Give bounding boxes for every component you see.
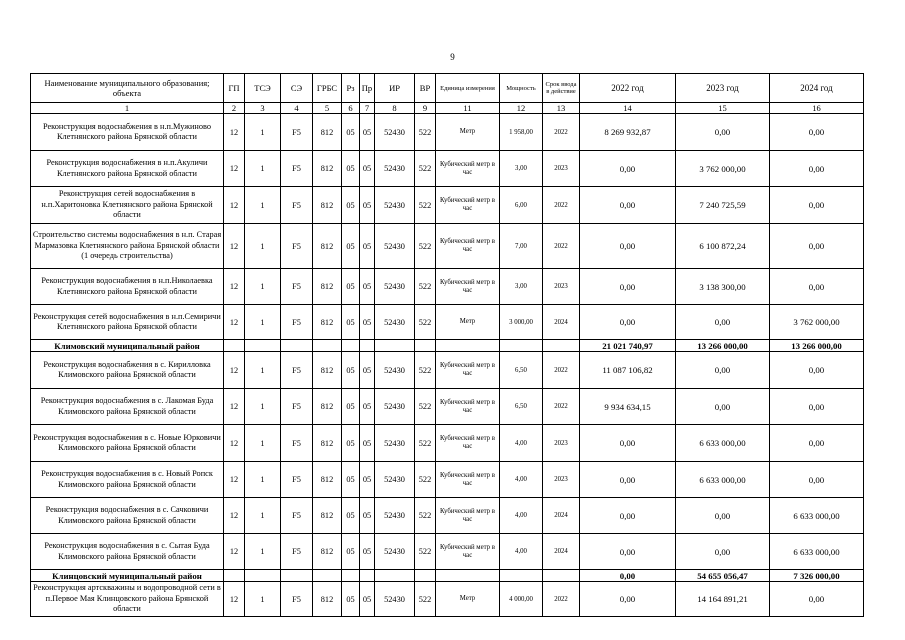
object-name: Реконструкция водоснабжения в с. Новые Юрковичи Климовского района Брянской области xyxy=(31,425,224,462)
page-number: 9 xyxy=(450,52,455,62)
ir-cell: 52430 xyxy=(375,114,415,151)
term-cell: 2023 xyxy=(543,462,580,498)
empty-cell xyxy=(245,340,281,352)
pr-cell: 05 xyxy=(360,534,375,570)
amount-2023: 3 138 300,00 xyxy=(676,269,770,305)
amount-2022: 0,00 xyxy=(580,187,676,224)
empty-cell xyxy=(224,570,245,582)
table-row xyxy=(31,389,864,425)
vr-cell: 522 xyxy=(415,187,436,224)
empty-cell xyxy=(313,340,342,352)
rz-cell: 05 xyxy=(342,389,360,425)
amount-2023: 0,00 xyxy=(676,305,770,340)
col-number: 9 xyxy=(415,103,436,114)
gp-cell: 12 xyxy=(224,114,245,151)
amount-2022: 0,00 xyxy=(580,498,676,534)
rz-cell: 05 xyxy=(342,151,360,187)
amount-2023: 6 633 000,00 xyxy=(676,425,770,462)
object-name: Реконструкция водоснабжения в с. Новый Ропск Климовского района Брянской области xyxy=(31,462,224,498)
tse-cell: 1 xyxy=(245,534,281,570)
header-se: СЭ xyxy=(281,74,313,103)
pr-cell: 05 xyxy=(360,352,375,389)
empty-cell xyxy=(415,340,436,352)
capacity-cell: 3 000,00 xyxy=(500,305,543,340)
se-cell: F5 xyxy=(281,498,313,534)
grbs-cell: 812 xyxy=(313,305,342,340)
capacity-cell: 3,00 xyxy=(500,151,543,187)
empty-cell xyxy=(281,340,313,352)
capacity-cell: 4,00 xyxy=(500,425,543,462)
amount-2022: 0,00 xyxy=(580,224,676,269)
table-row xyxy=(31,534,864,570)
ir-cell: 52430 xyxy=(375,352,415,389)
vr-cell: 522 xyxy=(415,534,436,570)
tse-cell: 1 xyxy=(245,224,281,269)
amount-2022: 0,00 xyxy=(580,151,676,187)
se-cell: F5 xyxy=(281,425,313,462)
unit-cell: Кубический метр в час xyxy=(436,462,500,498)
grbs-cell: 812 xyxy=(313,534,342,570)
se-cell: F5 xyxy=(281,187,313,224)
table-row xyxy=(31,305,864,340)
rz-cell: 05 xyxy=(342,582,360,617)
col-number: 11 xyxy=(436,103,500,114)
grbs-cell: 812 xyxy=(313,269,342,305)
district-total-row xyxy=(31,570,864,582)
empty-cell xyxy=(360,570,375,582)
gp-cell: 12 xyxy=(224,534,245,570)
object-name: Реконструкция водоснабжения в с. Лакомая Буда Климовского района Брянской области xyxy=(31,389,224,425)
rz-cell: 05 xyxy=(342,224,360,269)
amount-2024: 0,00 xyxy=(770,462,864,498)
header-rz: Рз xyxy=(342,74,360,103)
gp-cell: 12 xyxy=(224,425,245,462)
pr-cell: 05 xyxy=(360,498,375,534)
capacity-cell: 6,50 xyxy=(500,352,543,389)
col-number: 3 xyxy=(245,103,281,114)
ir-cell: 52430 xyxy=(375,462,415,498)
tse-cell: 1 xyxy=(245,187,281,224)
ir-cell: 52430 xyxy=(375,305,415,340)
gp-cell: 12 xyxy=(224,498,245,534)
capacity-cell: 6,50 xyxy=(500,389,543,425)
unit-cell: Метр xyxy=(436,582,500,617)
amount-2023: 6 633 000,00 xyxy=(676,462,770,498)
amount-2024: 0,00 xyxy=(770,582,864,617)
ir-cell: 52430 xyxy=(375,224,415,269)
unit-cell: Кубический метр в час xyxy=(436,151,500,187)
term-cell: 2024 xyxy=(543,498,580,534)
table-row xyxy=(31,352,864,389)
gp-cell: 12 xyxy=(224,582,245,617)
tse-cell: 1 xyxy=(245,269,281,305)
vr-cell: 522 xyxy=(415,224,436,269)
ir-cell: 52430 xyxy=(375,187,415,224)
table-row xyxy=(31,151,864,187)
unit-cell: Кубический метр в час xyxy=(436,534,500,570)
amount-2024: 0,00 xyxy=(770,151,864,187)
tse-cell: 1 xyxy=(245,151,281,187)
grbs-cell: 812 xyxy=(313,151,342,187)
empty-cell xyxy=(313,570,342,582)
amount-2023: 3 762 000,00 xyxy=(676,151,770,187)
object-name: Реконструкция водоснабжения в н.п.Николаевка Клетнянского района Брянской области xyxy=(31,269,224,305)
pr-cell: 05 xyxy=(360,305,375,340)
col-number: 4 xyxy=(281,103,313,114)
term-cell: 2022 xyxy=(543,352,580,389)
capacity-cell: 4,00 xyxy=(500,498,543,534)
col-number: 12 xyxy=(500,103,543,114)
se-cell: F5 xyxy=(281,352,313,389)
rz-cell: 05 xyxy=(342,462,360,498)
se-cell: F5 xyxy=(281,582,313,617)
unit-cell: Кубический метр в час xyxy=(436,498,500,534)
empty-cell xyxy=(436,340,500,352)
ir-cell: 52430 xyxy=(375,498,415,534)
object-name: Строительство системы водоснабжения в н.п. Старая Мармазовка Клетнянского района Брянской области (1 очередь строительства) xyxy=(31,224,224,269)
vr-cell: 522 xyxy=(415,352,436,389)
term-cell: 2022 xyxy=(543,389,580,425)
column-number-row xyxy=(31,103,864,114)
vr-cell: 522 xyxy=(415,114,436,151)
se-cell: F5 xyxy=(281,269,313,305)
object-name: Реконструкция водоснабжения в н.п.Акуличи Клетнянского района Брянской области xyxy=(31,151,224,187)
amount-2024: 6 633 000,00 xyxy=(770,498,864,534)
capacity-cell: 7,00 xyxy=(500,224,543,269)
table-row xyxy=(31,224,864,269)
empty-cell xyxy=(281,570,313,582)
budget-table xyxy=(30,73,864,617)
grbs-cell: 812 xyxy=(313,187,342,224)
term-cell: 2022 xyxy=(543,187,580,224)
table-row xyxy=(31,462,864,498)
capacity-cell: 4 000,00 xyxy=(500,582,543,617)
capacity-cell: 4,00 xyxy=(500,462,543,498)
ir-cell: 52430 xyxy=(375,582,415,617)
rz-cell: 05 xyxy=(342,305,360,340)
gp-cell: 12 xyxy=(224,352,245,389)
object-name: Реконструкция водоснабжения в с. Сачковичи Климовского района Брянской области xyxy=(31,498,224,534)
gp-cell: 12 xyxy=(224,151,245,187)
vr-cell: 522 xyxy=(415,498,436,534)
tse-cell: 1 xyxy=(245,582,281,617)
amount-2024: 0,00 xyxy=(770,352,864,389)
col-number: 7 xyxy=(360,103,375,114)
amount-2023: 0,00 xyxy=(676,498,770,534)
grbs-cell: 812 xyxy=(313,389,342,425)
amount-2024: 0,00 xyxy=(770,187,864,224)
pr-cell: 05 xyxy=(360,151,375,187)
empty-cell xyxy=(342,570,360,582)
col-number: 15 xyxy=(676,103,770,114)
pr-cell: 05 xyxy=(360,269,375,305)
amount-2024: 0,00 xyxy=(770,114,864,151)
vr-cell: 522 xyxy=(415,389,436,425)
ir-cell: 52430 xyxy=(375,534,415,570)
empty-cell xyxy=(342,340,360,352)
amount-2023: 0,00 xyxy=(676,389,770,425)
amount-2022: 0,00 xyxy=(580,570,676,582)
amount-2023: 54 655 056,47 xyxy=(676,570,770,582)
tse-cell: 1 xyxy=(245,462,281,498)
col-number: 16 xyxy=(770,103,864,114)
table-row xyxy=(31,498,864,534)
header-capacity: Мощность xyxy=(500,74,543,103)
rz-cell: 05 xyxy=(342,425,360,462)
empty-cell xyxy=(436,570,500,582)
tse-cell: 1 xyxy=(245,425,281,462)
table-row xyxy=(31,269,864,305)
gp-cell: 12 xyxy=(224,187,245,224)
tse-cell: 1 xyxy=(245,305,281,340)
amount-2023: 13 266 000,00 xyxy=(676,340,770,352)
gp-cell: 12 xyxy=(224,224,245,269)
object-name: Реконструкция сетей водоснабжения в н.п.Семиричи Клетнянского района Брянской области xyxy=(31,305,224,340)
amount-2023: 6 100 872,24 xyxy=(676,224,770,269)
header-term: Срок ввода в действие xyxy=(543,74,580,103)
unit-cell: Кубический метр в час xyxy=(436,269,500,305)
grbs-cell: 812 xyxy=(313,498,342,534)
col-number: 1 xyxy=(31,103,224,114)
amount-2022: 0,00 xyxy=(580,534,676,570)
object-name: Реконструкция водоснабжения в н.п.Мужиново Клетнянского района Брянской области xyxy=(31,114,224,151)
tse-cell: 1 xyxy=(245,352,281,389)
header-2022: 2022 год xyxy=(580,74,676,103)
object-name: Реконструкция сетей водоснабжения в н.п.Харитоновка Клетнянского района Брянской области xyxy=(31,187,224,224)
header-gp: ГП xyxy=(224,74,245,103)
vr-cell: 522 xyxy=(415,151,436,187)
object-name: Реконструкция артскважины и водопроводной сети в п.Первое Мая Клинцовского района Брянской области xyxy=(31,582,224,617)
term-cell: 2024 xyxy=(543,305,580,340)
grbs-cell: 812 xyxy=(313,582,342,617)
rz-cell: 05 xyxy=(342,352,360,389)
term-cell: 2023 xyxy=(543,425,580,462)
se-cell: F5 xyxy=(281,305,313,340)
term-cell: 2022 xyxy=(543,582,580,617)
amount-2024: 0,00 xyxy=(770,224,864,269)
capacity-cell: 3,00 xyxy=(500,269,543,305)
vr-cell: 522 xyxy=(415,269,436,305)
empty-cell xyxy=(415,570,436,582)
pr-cell: 05 xyxy=(360,187,375,224)
ir-cell: 52430 xyxy=(375,269,415,305)
district-total-row xyxy=(31,340,864,352)
rz-cell: 05 xyxy=(342,498,360,534)
ir-cell: 52430 xyxy=(375,425,415,462)
amount-2022: 0,00 xyxy=(580,582,676,617)
col-number: 14 xyxy=(580,103,676,114)
gp-cell: 12 xyxy=(224,462,245,498)
empty-cell xyxy=(360,340,375,352)
unit-cell: Кубический метр в час xyxy=(436,425,500,462)
table-body xyxy=(31,114,864,617)
amount-2024: 13 266 000,00 xyxy=(770,340,864,352)
amount-2022: 11 087 106,82 xyxy=(580,352,676,389)
pr-cell: 05 xyxy=(360,389,375,425)
pr-cell: 05 xyxy=(360,425,375,462)
term-cell: 2022 xyxy=(543,114,580,151)
vr-cell: 522 xyxy=(415,462,436,498)
se-cell: F5 xyxy=(281,389,313,425)
gp-cell: 12 xyxy=(224,305,245,340)
rz-cell: 05 xyxy=(342,187,360,224)
header-vr: ВР xyxy=(415,74,436,103)
amount-2022: 8 269 932,87 xyxy=(580,114,676,151)
unit-cell: Кубический метр в час xyxy=(436,389,500,425)
amount-2024: 0,00 xyxy=(770,389,864,425)
amount-2024: 0,00 xyxy=(770,269,864,305)
se-cell: F5 xyxy=(281,114,313,151)
se-cell: F5 xyxy=(281,151,313,187)
unit-cell: Кубический метр в час xyxy=(436,224,500,269)
empty-cell xyxy=(375,340,415,352)
header-name: Наименование муниципального образования; объекта xyxy=(31,74,224,103)
capacity-cell: 4,00 xyxy=(500,534,543,570)
empty-cell xyxy=(500,340,543,352)
term-cell: 2023 xyxy=(543,269,580,305)
amount-2022: 0,00 xyxy=(580,425,676,462)
grbs-cell: 812 xyxy=(313,425,342,462)
header-pr: Пр xyxy=(360,74,375,103)
grbs-cell: 812 xyxy=(313,352,342,389)
amount-2022: 21 021 740,97 xyxy=(580,340,676,352)
grbs-cell: 812 xyxy=(313,114,342,151)
amount-2023: 14 164 891,21 xyxy=(676,582,770,617)
empty-cell xyxy=(224,340,245,352)
table-row xyxy=(31,582,864,617)
amount-2024: 3 762 000,00 xyxy=(770,305,864,340)
empty-cell xyxy=(375,570,415,582)
term-cell: 2024 xyxy=(543,534,580,570)
amount-2024: 0,00 xyxy=(770,425,864,462)
col-number: 8 xyxy=(375,103,415,114)
pr-cell: 05 xyxy=(360,462,375,498)
district-name: Климовский муниципальный район xyxy=(31,340,224,352)
col-number: 5 xyxy=(313,103,342,114)
gp-cell: 12 xyxy=(224,269,245,305)
empty-cell xyxy=(543,340,580,352)
empty-cell xyxy=(245,570,281,582)
header-grbs: ГРБС xyxy=(313,74,342,103)
col-number: 2 xyxy=(224,103,245,114)
capacity-cell: 1 958,00 xyxy=(500,114,543,151)
term-cell: 2023 xyxy=(543,151,580,187)
object-name: Реконструкция водоснабжения в с. Сытая Буда Климовского района Брянской области xyxy=(31,534,224,570)
amount-2023: 7 240 725,59 xyxy=(676,187,770,224)
se-cell: F5 xyxy=(281,224,313,269)
term-cell: 2022 xyxy=(543,224,580,269)
header-2024: 2024 год xyxy=(770,74,864,103)
table-row xyxy=(31,187,864,224)
gp-cell: 12 xyxy=(224,389,245,425)
grbs-cell: 812 xyxy=(313,462,342,498)
col-number: 13 xyxy=(543,103,580,114)
header-tse: ТСЭ xyxy=(245,74,281,103)
header-unit: Единица измерения xyxy=(436,74,500,103)
amount-2023: 0,00 xyxy=(676,534,770,570)
amount-2022: 0,00 xyxy=(580,269,676,305)
amount-2023: 0,00 xyxy=(676,352,770,389)
col-number: 6 xyxy=(342,103,360,114)
vr-cell: 522 xyxy=(415,425,436,462)
table-row xyxy=(31,114,864,151)
vr-cell: 522 xyxy=(415,582,436,617)
ir-cell: 52430 xyxy=(375,389,415,425)
capacity-cell: 6,00 xyxy=(500,187,543,224)
rz-cell: 05 xyxy=(342,534,360,570)
amount-2024: 7 326 000,00 xyxy=(770,570,864,582)
amount-2022: 9 934 634,15 xyxy=(580,389,676,425)
tse-cell: 1 xyxy=(245,389,281,425)
pr-cell: 05 xyxy=(360,224,375,269)
se-cell: F5 xyxy=(281,534,313,570)
rz-cell: 05 xyxy=(342,269,360,305)
unit-cell: Метр xyxy=(436,305,500,340)
header-ir: ИР xyxy=(375,74,415,103)
pr-cell: 05 xyxy=(360,114,375,151)
table-row xyxy=(31,425,864,462)
amount-2023: 0,00 xyxy=(676,114,770,151)
unit-cell: Метр xyxy=(436,114,500,151)
tse-cell: 1 xyxy=(245,114,281,151)
amount-2022: 0,00 xyxy=(580,462,676,498)
ir-cell: 52430 xyxy=(375,151,415,187)
empty-cell xyxy=(500,570,543,582)
grbs-cell: 812 xyxy=(313,224,342,269)
rz-cell: 05 xyxy=(342,114,360,151)
tse-cell: 1 xyxy=(245,498,281,534)
unit-cell: Кубический метр в час xyxy=(436,352,500,389)
district-name: Клинцовский муниципальный район xyxy=(31,570,224,582)
amount-2022: 0,00 xyxy=(580,305,676,340)
amount-2024: 6 633 000,00 xyxy=(770,534,864,570)
header-2023: 2023 год xyxy=(676,74,770,103)
vr-cell: 522 xyxy=(415,305,436,340)
object-name: Реконструкция водоснабжения в с. Кирилловка Климовского района Брянской области xyxy=(31,352,224,389)
se-cell: F5 xyxy=(281,462,313,498)
pr-cell: 05 xyxy=(360,582,375,617)
header-row xyxy=(31,74,864,103)
unit-cell: Кубический метр в час xyxy=(436,187,500,224)
empty-cell xyxy=(543,570,580,582)
